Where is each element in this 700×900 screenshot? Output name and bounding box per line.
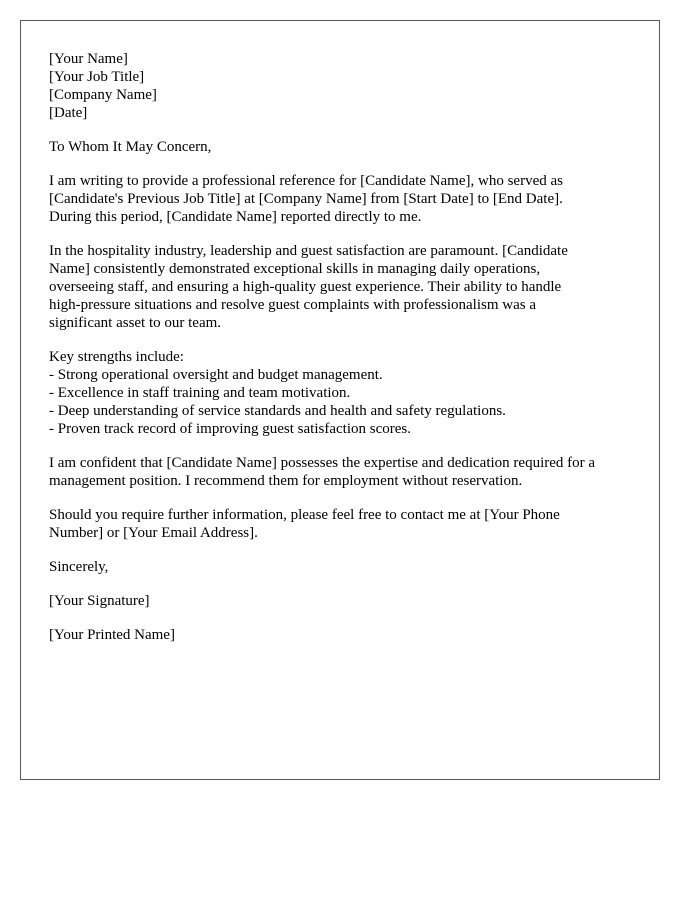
sender-company: [Company Name] (49, 87, 157, 103)
strength-item: - Proven track record of improving guest satisfaction scores. (49, 421, 411, 437)
letter-page (20, 20, 660, 780)
contact-line: Should you require further information, please feel free to contact me at [Your Phone (49, 507, 560, 523)
body-line: Name] consistently demonstrated exceptional skills in managing daily operations, (49, 261, 541, 277)
sender-job-title: [Your Job Title] (49, 69, 145, 85)
body-paragraph (49, 242, 639, 332)
contact-line: Number] or [Your Email Address]. (49, 525, 258, 541)
sender-name: [Your Name] (49, 51, 128, 67)
body-line: overseeing staff, and ensuring a high-quality guest experience. Their ability to handle (49, 279, 562, 295)
body-line: high-pressure situations and resolve guest complaints with professionalism was a (49, 297, 536, 313)
intro-paragraph (49, 172, 639, 226)
salutation: To Whom It May Concern, (49, 139, 212, 155)
strength-item: - Strong operational oversight and budget management. (49, 367, 383, 383)
strength-item: - Deep understanding of service standards and health and safety regulations. (49, 403, 506, 419)
printed-name: [Your Printed Name] (49, 627, 175, 643)
body-line: In the hospitality industry, leadership and guest satisfaction are paramount. [Candidate (49, 243, 568, 259)
closing: Sincerely, (49, 559, 109, 575)
body-line: significant asset to our team. (49, 315, 222, 331)
contact-paragraph (49, 506, 639, 542)
strengths-heading: Key strengths include: (49, 349, 184, 365)
strengths-section (49, 348, 639, 438)
letter-date: [Date] (49, 105, 88, 121)
confidence-line: management position. I recommend them for employment without reservation. (49, 473, 523, 489)
intro-line: During this period, [Candidate Name] reported directly to me. (49, 209, 422, 225)
confidence-paragraph (49, 454, 639, 490)
signature: [Your Signature] (49, 593, 150, 609)
intro-line: I am writing to provide a professional reference for [Candidate Name], who served as (49, 173, 563, 189)
sender-header (49, 50, 639, 122)
confidence-line: I am confident that [Candidate Name] possesses the expertise and dedication required for a (49, 455, 596, 471)
strength-item: - Excellence in staff training and team motivation. (49, 385, 351, 401)
intro-line: [Candidate's Previous Job Title] at [Company Name] from [Start Date] to [End Date]. (49, 191, 563, 207)
